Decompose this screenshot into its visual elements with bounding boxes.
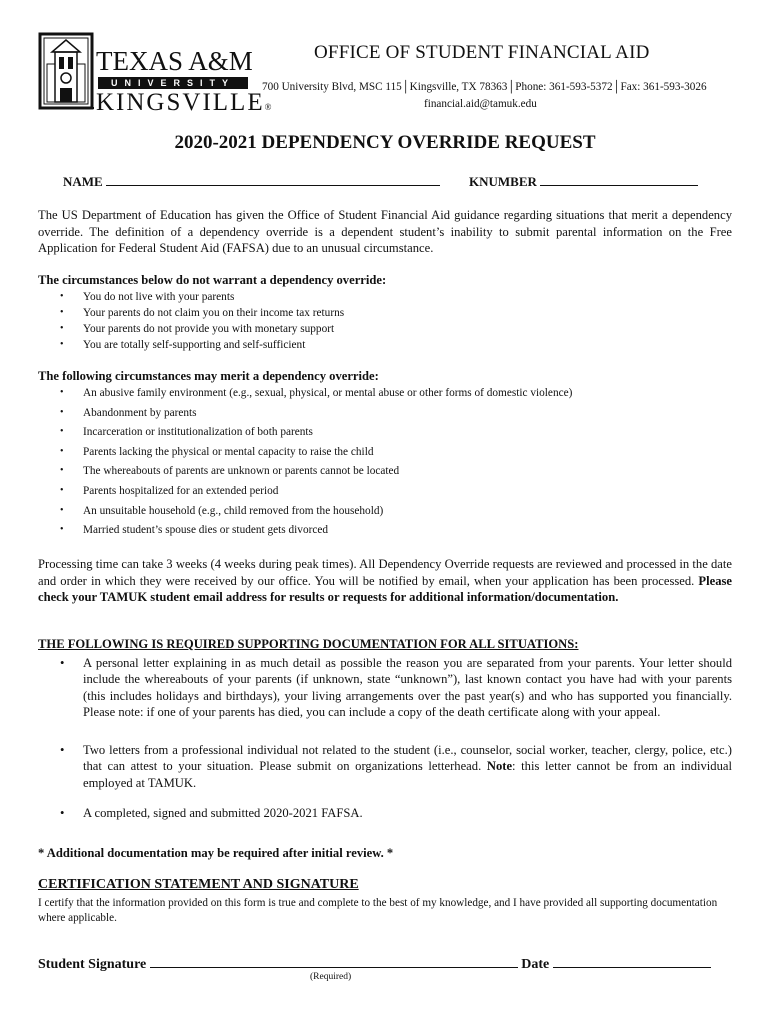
list-item: • An abusive family environment (e.g., sexual, physical, or mental abuse or other forms of domestic violence): [38, 385, 572, 405]
logo-kingsville-text: KINGSVILLE: [96, 89, 265, 116]
name-input-line[interactable]: [106, 173, 440, 186]
signature-input-line[interactable]: [150, 955, 518, 968]
list-item: • Your parents do not provide you with monetary support: [38, 321, 344, 337]
knumber-input-line[interactable]: [540, 173, 698, 186]
logo-texas-am: TEXAS A&M: [96, 46, 253, 76]
may-merit-list: [38, 385, 572, 542]
list-item: • An unsuitable household (e.g., child removed from the household): [38, 503, 572, 523]
date-input-line[interactable]: [553, 955, 711, 968]
office-title: OFFICE OF STUDENT FINANCIAL AID: [314, 42, 650, 63]
form-title: 2020-2021 DEPENDENCY OVERRIDE REQUEST: [174, 132, 596, 153]
list-item: • Incarceration or institutionalization of both parents: [38, 424, 572, 444]
not-warranted-heading: The circumstances below do not warrant a dependency override:: [38, 273, 387, 287]
list-item: • Married student’s spouse dies or student gets divorced: [38, 522, 572, 542]
required-docs-list: [38, 655, 732, 835]
list-item: • Parents lacking the physical or mental capacity to raise the child: [38, 444, 572, 464]
list-item: [38, 742, 732, 791]
required-note: (Required): [310, 972, 352, 982]
signature-label: Student Signature: [38, 957, 147, 972]
list-item: • You do not live with your parents: [38, 289, 344, 305]
list-item: • Parents hospitalized for an extended period: [38, 483, 572, 503]
registered-mark: ®: [264, 102, 272, 112]
tower-icon: [38, 30, 96, 114]
processing-text: Processing time can take 3 weeks (4 weeks during peak times). All Dependency Override requests are reviewed and processed in the date and order in which they were received by our office. You will be notified by email, when your application has been processed.: [38, 557, 732, 588]
not-warranted-list: [38, 289, 344, 353]
logo-kingsville: [96, 90, 271, 120]
office-address: 700 University Blvd, MSC 115│Kingsville, TX 78363│Phone: 361-593-5372│Fax: 361-593-3026: [262, 81, 707, 93]
certification-text: I certify that the information provided on this form is true and complete to the best of my knowledge, and I have provided all supporting documentation where applicable.: [38, 897, 718, 924]
list-item: • Your parents do not claim you on their income tax returns: [38, 305, 344, 321]
additional-docs-note: * Additional documentation may be required after initial review. *: [38, 846, 394, 860]
list-item: • The whereabouts of parents are unknown or parents cannot be located: [38, 463, 572, 483]
required-docs-heading: THE FOLLOWING IS REQUIRED SUPPORTING DOCUMENTATION FOR ALL SITUATIONS:: [38, 637, 579, 651]
item2-note-text: : this letter cannot be from an individual employed at TAMUK.: [83, 759, 732, 790]
office-email[interactable]: financial.aid@tamuk.edu: [424, 98, 537, 110]
processing-paragraph: [38, 556, 732, 606]
knumber-label: KNUMBER: [469, 174, 537, 189]
list-item: • A completed, signed and submitted 2020-2021 FAFSA.: [38, 805, 732, 821]
item2-text: Two letters from a professional individual not related to the student (i.e., counselor, social worker, teacher, clergy, police, etc.) that can attest to your situation. Please submit on organizations letterhead.: [83, 743, 732, 774]
university-logo: [38, 30, 272, 116]
signature-row: [38, 955, 711, 973]
certification-heading: CERTIFICATION STATEMENT AND SIGNATURE: [38, 877, 359, 892]
list-item: • A personal letter explaining in as much detail as possible the reason you are separated from your parents. Your letter should include the whereabouts of your parents (if unknown, state “unknown”), last known contact you have had with your parents (this includes holidays and birthdays), your living arrangements over the past year(s) and who has supported you financially. Please note: if one of your parents has died, you can include a copy of the death certificate along with your appeal.: [38, 655, 732, 720]
name-field[interactable]: [63, 173, 440, 190]
item2-note-label: Note: [486, 759, 513, 774]
list-item: • Abandonment by parents: [38, 405, 572, 425]
intro-paragraph: The US Department of Education has given the Office of Student Financial Aid guidance regarding situations that merit a dependency override. The definition of a dependency override is a dependent student’s inability to submit parental information on the Free Application for Federal Student Aid (FAFSA) due to an unusual circumstance.: [38, 208, 732, 255]
list-item: • You are totally self-supporting and self-sufficient: [38, 337, 344, 353]
processing-bold-note: Please check your TAMUK student email address for results or requests for additional information/documentation.: [38, 573, 732, 604]
logo-university: UNIVERSITY: [98, 77, 248, 89]
knumber-field[interactable]: [469, 173, 698, 190]
may-merit-heading: The following circumstances may merit a dependency override:: [38, 369, 379, 383]
name-label: NAME: [63, 174, 103, 189]
date-label: Date: [521, 957, 550, 972]
